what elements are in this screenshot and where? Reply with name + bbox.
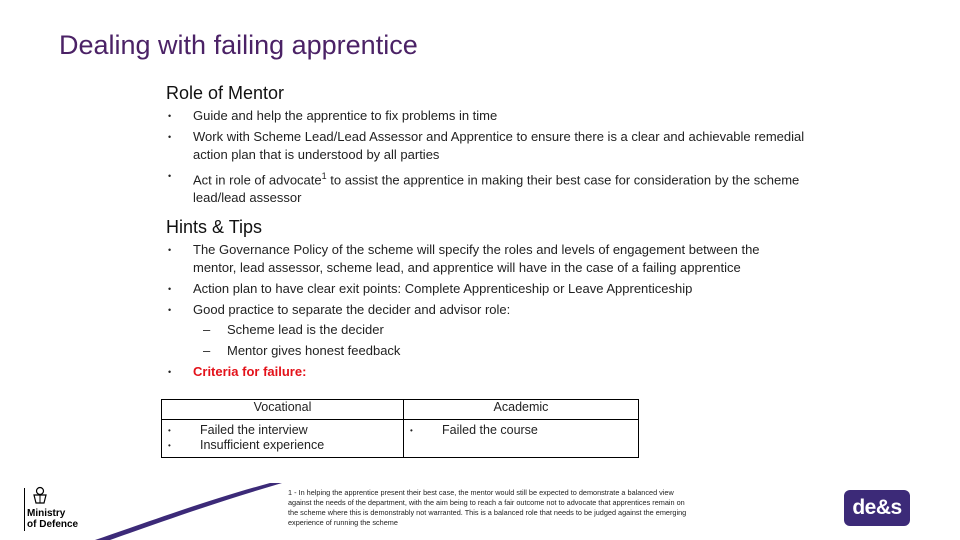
dash-icon: – <box>203 343 211 358</box>
list-item <box>166 241 806 277</box>
sub-list-item <box>203 321 806 339</box>
list-item <box>166 128 806 164</box>
sub-list-item-text: Scheme lead is the decider <box>227 322 384 337</box>
bullet-icon: • <box>168 245 172 255</box>
table-header-academic: Academic <box>404 400 639 420</box>
bullet-icon: • <box>168 305 172 315</box>
criteria-for-failure-label: Criteria for failure: <box>193 364 307 379</box>
sub-list-item-text: Mentor gives honest feedback <box>227 343 401 358</box>
list-item <box>166 167 806 207</box>
table-header-row <box>162 400 639 420</box>
list-item-text: Act in role of advocate <box>193 172 322 188</box>
role-of-mentor-list <box>166 107 806 210</box>
list-item <box>166 301 806 360</box>
mod-logo-line: Ministry <box>27 508 66 519</box>
footnote-marker: 1 <box>321 171 327 181</box>
list-item-text: Failed the course <box>442 423 538 437</box>
table-header-vocational: Vocational <box>162 400 404 420</box>
bullet-icon: • <box>168 132 172 142</box>
list-item-text: Action plan to have clear exit points: Complete Apprenticeship or Leave Apprenticeship <box>193 281 693 296</box>
list-item-text: Failed the interview <box>200 423 308 437</box>
hints-and-tips-list <box>166 241 806 384</box>
sub-list <box>193 321 806 360</box>
ministry-of-defence-logo <box>18 484 98 534</box>
footnote-text: 1 - In helping the apprentice present their best case, the mentor would still be expected to demonstrate a balanced view against the needs of the department, with the aim being to reach a fair outcome not to advocate that apprentices remain on the scheme where this is demonstrably not warranted. This is a balanced role that needs to be judged against the emerging experience of running the scheme <box>288 488 687 527</box>
dash-icon: – <box>203 322 211 337</box>
list-item <box>166 280 806 298</box>
list-item <box>166 363 806 381</box>
hints-and-tips-heading: Hints & Tips <box>166 217 263 237</box>
list-item <box>166 107 806 125</box>
bullet-icon: • <box>168 111 172 121</box>
list-item-text: Insufficient experience <box>200 438 325 452</box>
bullet-icon: • <box>168 441 171 450</box>
list-item <box>162 423 403 438</box>
bullet-icon: • <box>168 426 171 435</box>
bullet-icon: • <box>168 367 172 377</box>
mod-logo-text <box>27 508 78 530</box>
logo-divider <box>24 488 25 531</box>
list-item-text-continued: to assist the apprentice in making their best case for consideration by the scheme lead/lead assessor <box>193 172 800 206</box>
crest-icon <box>32 486 48 504</box>
list-item-text: Work with Scheme Lead/Lead Assessor and Apprentice to ensure there is a clear and achievable remedial action plan that is understood by all parties <box>193 129 805 162</box>
bullet-icon: • <box>410 426 413 435</box>
role-of-mentor-heading: Role of Mentor <box>166 83 285 103</box>
academic-list <box>404 423 638 438</box>
list-item-text: Good practice to separate the decider and advisor role: <box>193 302 511 317</box>
list-item <box>404 423 638 438</box>
slide-title: Dealing with failing apprentice <box>59 30 418 60</box>
mod-logo-line: of Defence <box>27 519 79 530</box>
bullet-icon: • <box>168 284 172 294</box>
list-item-text: Guide and help the apprentice to fix problems in time <box>193 108 498 123</box>
bullet-icon: • <box>168 171 172 181</box>
sub-list-item <box>203 342 806 360</box>
list-item-text: The Governance Policy of the scheme will specify the roles and levels of engagement between the mentor, lead assessor, scheme lead, and apprentice will have in the case of a failing apprentice <box>193 242 760 275</box>
des-logo: de&s <box>844 490 910 526</box>
